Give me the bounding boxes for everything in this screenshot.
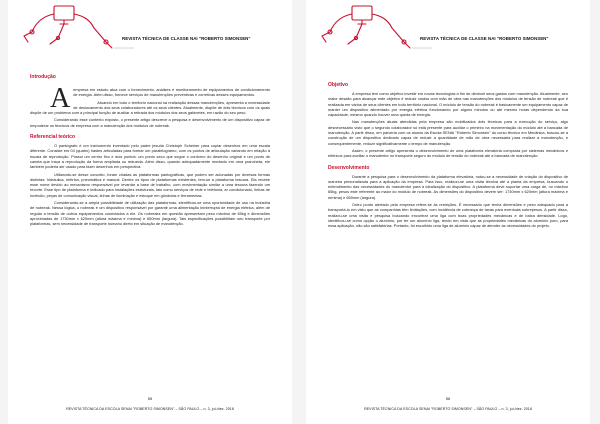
drop-cap: A [50,83,71,114]
desenvolvimento-paragraph-1: Durante a pesquisa para o desenvolvimento da plataforma elevatória, notou-se a necessidade de criação do dispositivo de maneira personalizada para a aplicação da empresa. Para isso, realizou-se uma visita técnica até a planta da empresa, buscando o entendimento das necessidades do manutentor para a idealização do dispositivo. A plataforma deve suportar uma carga de, no máximo 65kg, pesos este referente ao maior do módulo de nobreak. As dimensões do dispositivo devem ser: 1730mm x 620mm (altura máxima e mínima) e 650mm (largura). [328,173,568,200]
intro-paragraph-3: Considerando esse contexto exposto, o presente artigo descreve a pesquisa e desenvolvimento de um dispositivo capaz de empoderar os técnicos de empresa com a manutenção dos módulos de nobreak. [30,117,270,128]
desenvolvimento-paragraph-2: Outro ponto alertado pela empresa refere-se às restrições. É necessário que tenha dimensões e peso adequado para a transportá-lo em visto que as companhias têm limitações, com incidência de cobrança de taxas para eventuais sobrepesos. A partir disso, realizou-se uma visita e pesquisa buscando encontrar uma liga com boas propriedades mecânicas e de baixa densidade. Logo, identificou-se como opção o alumínio, por ter um alumínio liga, tendo em vista que as propriedades mecânicas do alumínio puro, para essa aplicação, não são satisfatórias. Portanto, foi escolhido uma liga de alumínio capaz de atender as necessidades do projeto. [328,202,568,229]
objetivo-paragraph-3: Assim, o presente artigo apresenta o desenvolvimento de uma plataforma elevatória composta por sistemas mecânicos e elétricos para auxiliar o manutentor no transporte seguro do módulo de tensão do nobreak até a bancada de manutenção. [328,147,568,159]
referencial-paragraph-2: Utilizando-se desse conceito, foram criadas as plataformas pantográficas, que podem ser acionadas por diversas formas distintas: hidráulica, elétrica, pneumática e manual. Dentre os tipos de plataformas existentes, tem-se a plataforma tesoura. Ela recebe esse nome devido ao mecanismo responsável por levantar a base de trabalho, com movimentação similar a uma tesoura fazendo um recorte. Esse tipo de plataforma é indicado para instalações estruturais, tais como serviços de rede e telefonia, ar condicionado, linhas de incêndio, peças de comunicação visual, linhas de iluminação e estoque em gôndolas e ferramentas. [30,171,270,198]
section-title-desenvolvimento: Desenvolvimento [328,164,370,171]
section-title-objetivo: Objetivo [328,82,349,88]
left-page [8,0,292,424]
section-title-introducao: Introdução [30,74,56,80]
left-content [30,74,270,229]
right-header [306,0,590,56]
journal-logo-illustration [312,2,432,56]
section-title-referencial: Referencial teórico [30,134,76,141]
journal-title: REVISTA TÉCNICA DE CLASSE NAI "ROBERTO SIMONSEN" [420,36,549,41]
left-footer [8,396,292,411]
footer-credit: REVISTA TÉCNICA DA ESCOLA SENAI "ROBERTO SIMONSEN" – SÃO PAULO – n. 3, jul./dez. 2018 [66,407,234,411]
referencial-paragraph-3: Considerando-se a ampla possibilidade de utilização das plataformas, identificou-se uma oportunidade de uso na indústria de nobreak. Nessa lógica, o nobreak é um dispositivo responsável por garantir uma alimentação ininterrupta de energia elétrica, além de regular a tensão de outros equipamentos conectados a ele. Os nobreaks em questão apresentam peso máximo de 65kg e dimensões aproximadas de 1730mm x 620mm (altura máxima e mínima) e 650mm (largura). Tais especificações possibilitam seu transporte por plataformas, sem necessidade de transporte humano direto em situação de manutenção. [30,200,270,227]
right-page [306,0,590,424]
page-number: 55 [147,396,153,401]
journal-title: REVISTA TÉCNICA DE CLASSE NAI "ROBERTO SIMONSEN" [122,36,251,41]
right-content [328,82,568,231]
referencial-paragraph-1: O pantógrafo é um instrumento inventado pelo padre jesuíta Christoph Scheiner para copiar desenhos em uma escala diferente. Consiste em 04 (quatro) hastes articuladas para formar um paralelogramo, com os pontos de articulação variando em relação à escala de reprodução. Possui um centro fixo e dois pontos: um ponto seco que segue o contorno do desenho original e um ponto de caneta que traça a reprodução da forma ampliada ou reduzida. Além disso, quando adequadamente montado em uma prancheta, ele também poderia ser usado para fazer desenhos em perspectiva. [30,143,270,170]
objetivo-paragraph-1: A empresa tem como objetivo investir em novas tecnologias a fim de diminuir seus gastos com manutenção. Atualmente, seu maior desafio para alcançar este objetivo é reduzir custos com mão de obra nas manutenções dos módulos de tensão de nobreak que é realizada em vários de seus clientes em todo território nacional. O módulo de tensão do nobreak é basicamente um equipamento capaz de manter um dispositivo alimentado por energia elétrica funcionando por alguns minutos ou até mesmo horas dependendo da sua capacidade, mesmo quando houver uma queda de energia. [328,91,568,118]
right-footer [306,396,590,411]
intro-paragraph-1: Aempresa em estudo atua com o fornecimento, análises e monitoramento de equipamentos de condicionamento de energia. Além disso, fornece serviços de manutenções preventivas e corretivas desses equipamentos. [50,83,270,114]
left-header [8,0,292,56]
footer-credit: REVISTA TÉCNICA DA ESCOLA SENAI "ROBERTO SIMONSEN" – SÃO PAULO – n. 3, jul./dez. 2018 [364,407,532,411]
page-number: 56 [445,396,451,401]
intro-paragraph-2: Atuando em todo o território nacional na realização dessas manutenções, apresenta a necessidade de deslocamento dos seus colaboradores até os seus clientes. Atualmente, dispõe de dois técnicos com os quais dispõe de um problema com a principal função de auxiliar a retirada dos módulos dos seus gabinetes, em razão do seu peso. [30,99,270,116]
journal-logo-illustration [14,2,134,56]
objetivo-paragraph-2: Nas manutenções atuais atendidas pela empresa são mobilizados dois técnicos para a execução do serviço, algo desnecessário visto que o segundo colaborador só está presente para auxiliar o primeiro na movimentação do módulo até a bancada de manutenção. A partir disso, em parceria com os alunos da Escola SENAI "Roberto Simonsen" do curso técnico em Mecânica, buscou-se a construção de um dispositivo dedicado capaz de reduzir a quantidade de mão de obra necessária para realizar a manutenção, e consequentemente, reduzir significativamente o tempo de manutenção. [328,119,568,146]
